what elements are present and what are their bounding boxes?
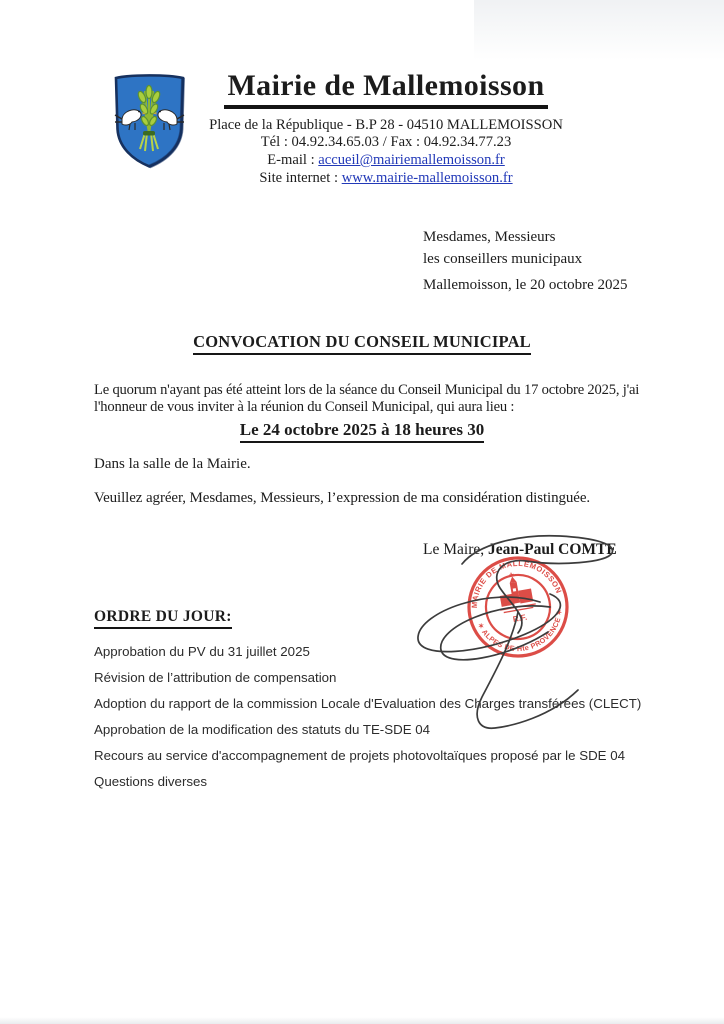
stamp-top-arc-text: MAIRIE DE MALLEMOISSON <box>469 558 564 609</box>
agenda-item: Questions diverses <box>94 774 208 789</box>
meeting-datetime-row <box>0 420 724 443</box>
body-paragraph: Le quorum n'ayant pas été atteint lors de la séance du Conseil Municipal du 17 octobre 2025, j'ai l'honneur de vous inviter à la réunion du Conseil Municipal, qui aura lieu : <box>94 382 640 415</box>
signer-name: Jean-Paul COMTE <box>487 541 617 558</box>
agenda-item: Approbation de la modification des statuts du TE-SDE 04 <box>94 722 431 737</box>
email-label: E-mail : <box>267 152 319 169</box>
agenda-item: Révision de l’attribution de compensation <box>94 670 337 685</box>
closing-formula: Veuillez agréer, Mesdames, Messieurs, l’expression de ma considération distinguée. <box>94 490 591 506</box>
signer-title: Le Maire, <box>423 541 488 558</box>
phone-fax-line: Tél : 04.92.34.65.03 / Fax : 04.92.34.77.23 <box>260 134 512 151</box>
scan-shading-bottom <box>0 1017 724 1024</box>
stamp-rf-text: R.F. <box>512 612 528 624</box>
subject-title-row <box>0 332 724 355</box>
meeting-location: Dans la salle de la Mairie. <box>94 456 251 472</box>
letterhead <box>200 70 572 188</box>
meeting-datetime: Le 24 octobre 2025 à 18 heures 30 <box>240 420 484 443</box>
address-line: Place de la République - B.P 28 - 04510 MALLEMOISSON <box>209 116 563 133</box>
subject-title: CONVOCATION DU CONSEIL MUNICIPAL <box>193 332 531 355</box>
agenda-heading: ORDRE DU JOUR: <box>94 608 232 629</box>
official-stamp <box>466 555 570 659</box>
mallemoisson-coat-of-arms-icon <box>111 71 188 170</box>
email-line <box>200 152 572 170</box>
recipient-block <box>423 227 582 270</box>
agenda-heading-row <box>94 608 232 629</box>
letterhead-title: Mairie de Mallemoisson <box>224 70 547 109</box>
letterhead-address <box>200 117 572 188</box>
website-link[interactable]: www.mairie-mallemoisson.fr <box>341 169 513 186</box>
agenda-item: Recours au service d'accompagnement de projets photovoltaïques proposé par le SDE 04 <box>94 748 626 763</box>
recipient-line: les conseillers municipaux <box>423 250 583 267</box>
website-label: Site internet : <box>259 169 342 186</box>
recipient-line: Mesdames, Messieurs <box>423 229 556 245</box>
agenda-item: Approbation du PV du 31 juillet 2025 <box>94 644 310 659</box>
website-line <box>200 170 572 188</box>
stamp-bottom-arc-text: ✶ ALPES DE Hte PROVENCE ✶ <box>475 608 565 654</box>
email-link[interactable]: accueil@mairiemallemoisson.fr <box>318 152 505 169</box>
scan-shading-top-right <box>474 0 724 60</box>
agenda-item: Adoption du rapport de la commission Locale d'Evaluation des Charges transférées (CLECT) <box>94 696 642 711</box>
place-and-date: Mallemoisson, le 20 octobre 2025 <box>423 277 628 293</box>
agenda-list <box>94 645 704 801</box>
